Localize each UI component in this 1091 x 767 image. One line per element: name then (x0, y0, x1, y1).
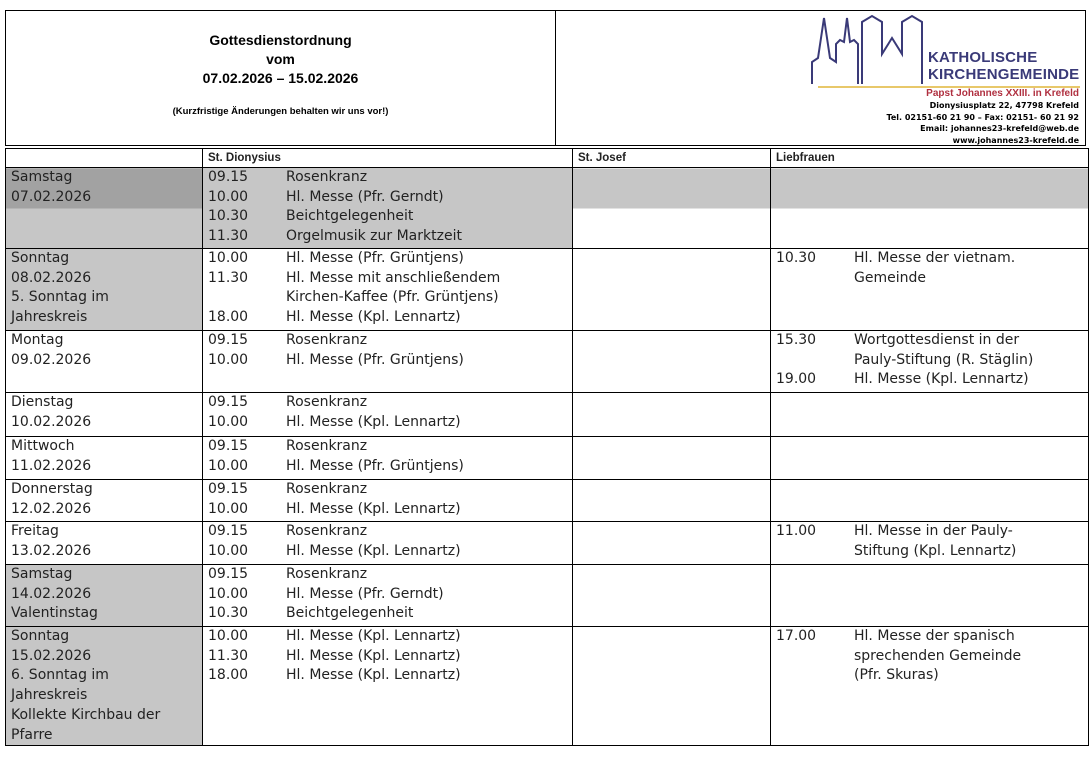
service-entry (776, 627, 1083, 647)
josef-cell (573, 331, 771, 393)
day-cell (6, 627, 203, 746)
service-desc: Hl. Messe (Kpl. Lennartz) (286, 647, 461, 664)
table-row (6, 331, 1089, 393)
service-desc: Hl. Messe (Kpl. Lennartz) (286, 667, 461, 684)
day-line: 13.02.2026 (11, 542, 92, 559)
day-line: Sonntag (11, 250, 70, 266)
service-time: 09.15 (208, 169, 249, 185)
day-cell (6, 565, 203, 627)
day-line: Jahreskreis (11, 687, 88, 704)
service-time: 18.00 (208, 667, 249, 684)
service-time: 10.30 (776, 250, 817, 266)
title-block (6, 31, 555, 121)
service-entry (208, 565, 567, 585)
service-entry (208, 666, 567, 686)
website: www.johannes23-krefeld.de (952, 135, 1079, 145)
service-time: 09.15 (208, 481, 249, 497)
service-entry (776, 542, 1083, 562)
service-desc: Hl. Messe (Pfr. Grüntjens) (286, 457, 464, 474)
service-time: 11.30 (208, 228, 249, 245)
service-entry (208, 288, 567, 308)
dionysius-cell (203, 565, 573, 627)
service-entry (208, 437, 567, 457)
day-line: Valentinstag (11, 605, 98, 622)
service-entry (208, 647, 567, 667)
day-cell (6, 331, 203, 393)
col-day (6, 149, 203, 168)
liebfrauen-cell (771, 393, 1089, 437)
day-line: Montag (11, 332, 64, 348)
service-desc: Beichtgelegenheit (286, 208, 414, 225)
address: Dionysiusplatz 22, 47798 Krefeld (929, 101, 1079, 110)
day-line: 15.02.2026 (11, 647, 92, 664)
service-entry (208, 413, 567, 433)
josef-cell (573, 437, 771, 480)
service-time: 09.15 (208, 566, 249, 582)
email: Email: johannes23-krefeld@web.de (920, 124, 1079, 133)
day-line: 08.02.2026 (11, 269, 92, 286)
day-line: 12.02.2026 (11, 500, 92, 517)
title-vom: vom (266, 51, 295, 67)
service-desc: Hl. Messe (Pfr. Gerndt) (286, 585, 444, 602)
service-entry (208, 542, 567, 562)
service-entry (208, 308, 567, 328)
service-time: 18.00 (208, 309, 249, 326)
service-entry (776, 647, 1083, 667)
day-line: Freitag (11, 523, 59, 539)
service-entry (208, 500, 567, 520)
service-entry (208, 522, 567, 542)
liebfrauen-cell (771, 249, 1089, 331)
contact-info (886, 100, 1079, 146)
dionysius-cell (203, 168, 573, 249)
day-line: Pfarre (11, 726, 53, 743)
service-time (776, 542, 854, 562)
service-entry (776, 370, 1083, 390)
service-desc: Rosenkranz (286, 332, 368, 348)
parish-name: Papst Johannes XXIII. in Krefeld (926, 88, 1079, 99)
table-row (6, 249, 1089, 331)
table-row (6, 168, 1089, 249)
table-row (6, 627, 1089, 746)
service-time: 10.30 (208, 208, 249, 225)
dionysius-cell (203, 249, 573, 331)
service-time: 10.00 (208, 457, 249, 474)
service-desc: Pauly-Stiftung (R. Stäglin) (854, 351, 1034, 368)
date-range: 07.02.2026 – 15.02.2026 (202, 70, 359, 86)
liebfrauen-cell (771, 522, 1089, 565)
service-desc: Rosenkranz (286, 394, 368, 410)
liebfrauen-cell (771, 331, 1089, 393)
service-entry (776, 666, 1083, 686)
dionysius-cell (203, 437, 573, 480)
service-entry (208, 585, 567, 605)
liebfrauen-cell (771, 437, 1089, 480)
service-desc: Rosenkranz (286, 169, 368, 185)
josef-cell (573, 393, 771, 437)
dionysius-cell (203, 331, 573, 393)
service-desc: Hl. Messe (Kpl. Lennartz) (286, 628, 461, 644)
col-josef: St. Josef (573, 149, 771, 168)
service-desc: Kirchen-Kaffee (Pfr. Grüntjens) (286, 289, 499, 306)
col-dionysius: St. Dionysius (203, 149, 573, 168)
service-entry (208, 480, 567, 500)
service-time: 09.15 (208, 523, 249, 539)
header-divider (555, 11, 556, 145)
service-entry (776, 331, 1083, 351)
day-line: 11.02.2026 (11, 457, 92, 474)
service-desc: Hl. Messe (Kpl. Lennartz) (286, 413, 461, 430)
day-line: 10.02.2026 (11, 413, 92, 430)
service-entry (208, 207, 567, 227)
service-desc: Hl. Messe (Kpl. Lennartz) (854, 371, 1029, 388)
day-line: Dienstag (11, 394, 74, 410)
service-entry (208, 604, 567, 624)
service-desc: Hl. Messe mit anschließendem (286, 269, 501, 286)
service-time: 10.00 (208, 188, 249, 205)
service-time: 09.15 (208, 394, 249, 410)
table-row (6, 522, 1089, 565)
service-entry (208, 249, 567, 269)
service-desc: Rosenkranz (286, 438, 368, 454)
logo-text (928, 49, 1079, 83)
service-desc: (Pfr. Skuras) (854, 667, 939, 684)
service-desc: Hl. Messe der spanisch (854, 628, 1015, 644)
service-desc: Gemeinde (854, 269, 926, 286)
day-cell (6, 393, 203, 437)
service-entry (208, 331, 567, 351)
day-cell (6, 249, 203, 331)
liebfrauen-cell (771, 565, 1089, 627)
service-time: 11.30 (208, 269, 249, 286)
service-desc: Wortgottesdienst in der (854, 332, 1020, 348)
dionysius-cell (203, 522, 573, 565)
service-entry (208, 627, 567, 647)
col-liebfrauen: Liebfrauen (771, 149, 1089, 168)
service-time: 10.00 (208, 585, 249, 602)
service-time: 15.30 (776, 332, 817, 348)
service-entry (208, 269, 567, 289)
schedule-table (5, 148, 1089, 746)
service-entry (208, 457, 567, 477)
day-line: Sonntag (11, 628, 70, 644)
day-line: Samstag (11, 566, 73, 582)
service-time (776, 666, 854, 686)
service-desc: Hl. Messe (Pfr. Gerndt) (286, 188, 444, 205)
dionysius-cell (203, 627, 573, 746)
service-entry (208, 168, 567, 188)
service-desc: Hl. Messe (Pfr. Grüntjens) (286, 250, 464, 266)
service-time (776, 647, 854, 667)
day-line: 14.02.2026 (11, 585, 92, 602)
table-row (6, 565, 1089, 627)
service-entry (776, 351, 1083, 371)
service-time: 10.00 (208, 250, 249, 266)
service-time: 10.00 (208, 413, 249, 430)
service-desc: Hl. Messe in der Pauly- (854, 523, 1013, 539)
service-desc: Rosenkranz (286, 481, 368, 497)
church-skyline-logo-icon (810, 14, 930, 86)
josef-cell (573, 480, 771, 522)
day-line: Samstag (11, 169, 73, 185)
service-time (208, 288, 286, 308)
service-time: 10.00 (208, 351, 249, 368)
service-desc: sprechenden Gemeinde (854, 647, 1022, 664)
logo-line1: KATHOLISCHE (928, 49, 1038, 66)
table-header-row (6, 149, 1089, 168)
liebfrauen-cell (771, 480, 1089, 522)
service-desc: Hl. Messe (Kpl. Lennartz) (286, 309, 461, 326)
logo-line2: KIRCHENGEMEINDE (928, 66, 1080, 83)
day-line: Kollekte Kirchbau der (11, 706, 161, 723)
service-desc: Hl. Messe (Kpl. Lennartz) (286, 542, 461, 559)
service-entry (208, 188, 567, 208)
service-time: 10.30 (208, 605, 249, 622)
service-entry (208, 227, 567, 247)
service-desc: Hl. Messe (Pfr. Grüntjens) (286, 351, 464, 368)
josef-cell (573, 168, 771, 249)
day-line: Jahreskreis (11, 309, 88, 326)
day-line: Donnerstag (11, 481, 93, 497)
service-desc: Rosenkranz (286, 523, 368, 539)
liebfrauen-cell (771, 168, 1089, 249)
service-time: 10.00 (208, 542, 249, 559)
day-line: 09.02.2026 (11, 351, 92, 368)
day-cell (6, 437, 203, 480)
josef-cell (573, 522, 771, 565)
title: Gottesdienstordnung (209, 32, 352, 48)
service-entry (776, 522, 1083, 542)
liebfrauen-cell (771, 627, 1089, 746)
service-desc: Rosenkranz (286, 566, 368, 582)
service-time: 10.00 (208, 628, 249, 644)
day-line: 07.02.2026 (11, 188, 92, 205)
service-time: 17.00 (776, 628, 817, 644)
phone: Tel. 02151-60 21 90 – Fax: 02151- 60 21 92 (886, 112, 1079, 122)
day-line: 6. Sonntag im (11, 667, 109, 684)
service-time (776, 351, 854, 371)
service-time: 10.00 (208, 500, 249, 517)
dionysius-cell (203, 480, 573, 522)
dionysius-cell (203, 393, 573, 437)
service-entry (208, 393, 567, 413)
service-time (776, 269, 854, 289)
service-desc: Orgelmusik zur Marktzeit (286, 228, 462, 245)
day-cell (6, 480, 203, 522)
table-row (6, 480, 1089, 522)
service-time: 09.15 (208, 438, 249, 454)
service-entry (208, 351, 567, 371)
service-time: 09.15 (208, 332, 249, 348)
josef-cell (573, 565, 771, 627)
service-entry (776, 249, 1083, 269)
josef-cell (573, 249, 771, 331)
josef-cell (573, 627, 771, 746)
service-entry (776, 269, 1083, 289)
table-row (6, 437, 1089, 480)
service-desc: Hl. Messe der vietnam. (854, 250, 1016, 266)
day-cell (6, 522, 203, 565)
table-row (6, 393, 1089, 437)
service-desc: Stiftung (Kpl. Lennartz) (854, 542, 1017, 559)
service-desc: Beichtgelegenheit (286, 605, 414, 622)
service-time: 11.30 (208, 647, 249, 664)
service-time: 19.00 (776, 371, 817, 388)
day-cell (6, 168, 203, 249)
service-desc: Hl. Messe (Kpl. Lennartz) (286, 500, 461, 517)
service-time: 11.00 (776, 523, 817, 539)
day-line: Mittwoch (11, 438, 75, 454)
day-line: 5. Sonntag im (11, 289, 109, 306)
note: (Kurzfristige Änderungen behalten wir uns vor!) (172, 106, 389, 117)
